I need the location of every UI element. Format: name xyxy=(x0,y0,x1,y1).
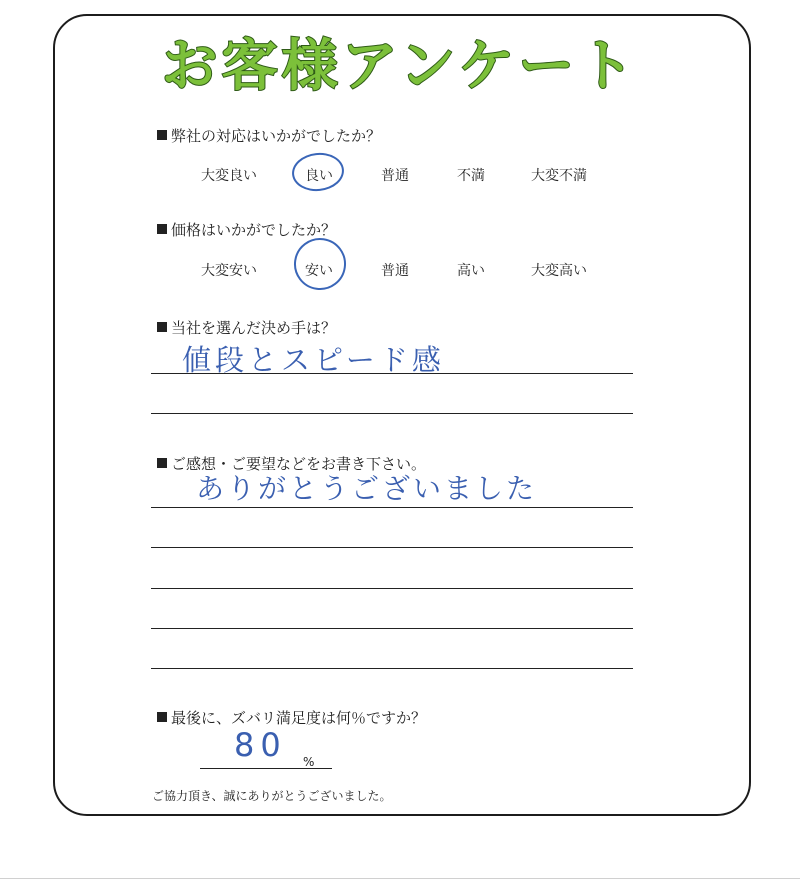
answer-line xyxy=(151,413,633,414)
satisfaction-answer[interactable]: 80 xyxy=(234,726,287,764)
survey-title: お客様アンケート xyxy=(161,34,639,99)
option-price-cheap[interactable]: 安い xyxy=(305,263,333,279)
option-service-good[interactable]: 良い xyxy=(305,168,333,184)
question-satisfaction xyxy=(157,707,426,728)
decision-answer[interactable]: 値段とスピード感 xyxy=(182,343,445,377)
bullet-square-icon xyxy=(157,458,167,468)
bullet-square-icon xyxy=(157,322,167,332)
bullet-square-icon xyxy=(157,130,167,140)
option-price-very-cheap[interactable]: 大変安い xyxy=(201,263,257,279)
answer-line xyxy=(151,588,633,589)
question-price xyxy=(157,219,336,240)
question-decision xyxy=(157,317,336,338)
percent-unit: % xyxy=(303,755,315,769)
bullet-square-icon xyxy=(157,712,167,722)
option-price-expensive[interactable]: 高い xyxy=(457,263,485,279)
option-service-very-good[interactable]: 大変良い xyxy=(201,168,257,184)
answer-line xyxy=(151,547,633,548)
option-service-dissatisfied[interactable]: 不満 xyxy=(457,168,485,184)
option-service-normal[interactable]: 普通 xyxy=(381,168,409,184)
comments-answer[interactable]: ありがとうございました xyxy=(196,472,538,505)
question-satisfaction-label: 最後に、ズバリ満足度は何％ですか？ xyxy=(171,709,427,727)
answer-line xyxy=(151,668,633,669)
option-service-very-dissatisfied[interactable]: 大変不満 xyxy=(531,168,587,184)
question-comments-label: ご感想・ご要望などをお書き下さい。 xyxy=(171,455,427,473)
bullet-square-icon xyxy=(157,224,167,234)
question-service xyxy=(157,125,381,146)
answer-line xyxy=(151,373,633,374)
thank-you-footer: ご協力頂き、誠にありがとうございました。 xyxy=(152,789,392,803)
option-price-normal[interactable]: 普通 xyxy=(381,263,409,279)
question-service-label: 弊社の対応はいかがでしたか？ xyxy=(171,127,382,145)
scan-edge-line xyxy=(0,878,800,879)
answer-line xyxy=(151,507,633,508)
answer-line xyxy=(151,628,633,629)
question-price-label: 価格はいかがでしたか？ xyxy=(171,221,337,239)
question-decision-label: 当社を選んだ決め手は？ xyxy=(171,319,337,337)
option-price-very-expensive[interactable]: 大変高い xyxy=(531,263,587,279)
